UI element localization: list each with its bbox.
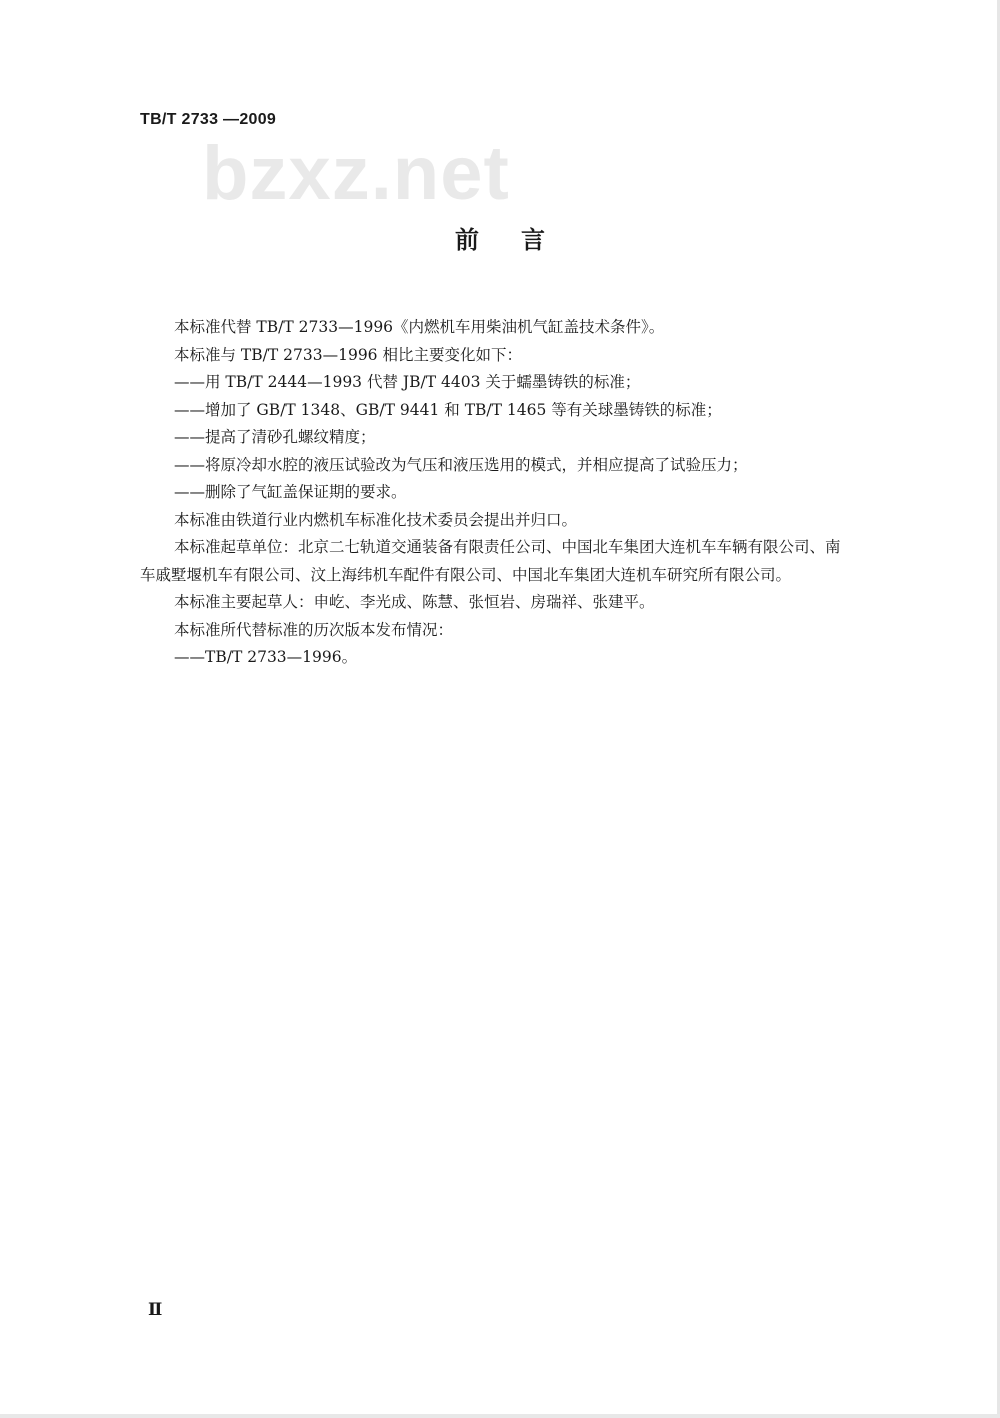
watermark: bzxz.net — [202, 131, 510, 216]
standard-code-header: TB/T 2733 —2009 — [140, 111, 277, 128]
paragraph-drafting-units-continued: 车戚墅堰机车有限公司、汶上海纬机车配件有限公司、中国北车集团大连机车研究所有限公司。 — [140, 565, 792, 584]
list-item-change-1: ——用 TB/T 2444—1993 代替 JB/T 4403 关于蠕墨铸铁的标准； — [174, 373, 641, 391]
paragraph-history-intro: 本标准所代替标准的历次版本发布情况： — [174, 620, 454, 639]
foreword-body — [140, 314, 915, 672]
paragraph-drafters: 本标准主要起草人：申屹、李光成、陈慧、张恒岩、房瑞祥、张建平。 — [174, 593, 655, 611]
list-item-history-1: ——TB/T 2733—1996。 — [174, 648, 358, 666]
list-item-change-2: ——增加了 GB/T 1348、GB/T 9441 和 TB/T 1465 等有关球墨铸铁的标准； — [174, 400, 722, 419]
list-item-change-4: ——将原冷却水腔的液压试验改为气压和液压选用的模式，并相应提高了试验压力； — [174, 455, 748, 474]
page-title: 前言 — [455, 226, 587, 254]
page-number: Ⅱ — [148, 1300, 163, 1320]
list-item-change-3: ——提高了清砂孔螺纹精度； — [174, 428, 376, 446]
list-item-change-5: ——删除了气缸盖保证期的要求。 — [174, 483, 407, 501]
page-edge-bottom — [0, 1414, 1000, 1418]
paragraph-proposed-by: 本标准由铁道行业内燃机车标准化技术委员会提出并归口。 — [174, 510, 578, 529]
paragraph-drafting-units: 本标准起草单位：北京二七轨道交通装备有限责任公司、中国北车集团大连机车车辆有限公司、南 — [174, 538, 841, 556]
paragraph-replaces: 本标准代替 TB/T 2733—1996《内燃机车用柴油机气缸盖技术条件》。 — [174, 318, 665, 336]
paragraph-changes-intro: 本标准与 TB/T 2733—1996 相比主要变化如下： — [174, 345, 522, 364]
